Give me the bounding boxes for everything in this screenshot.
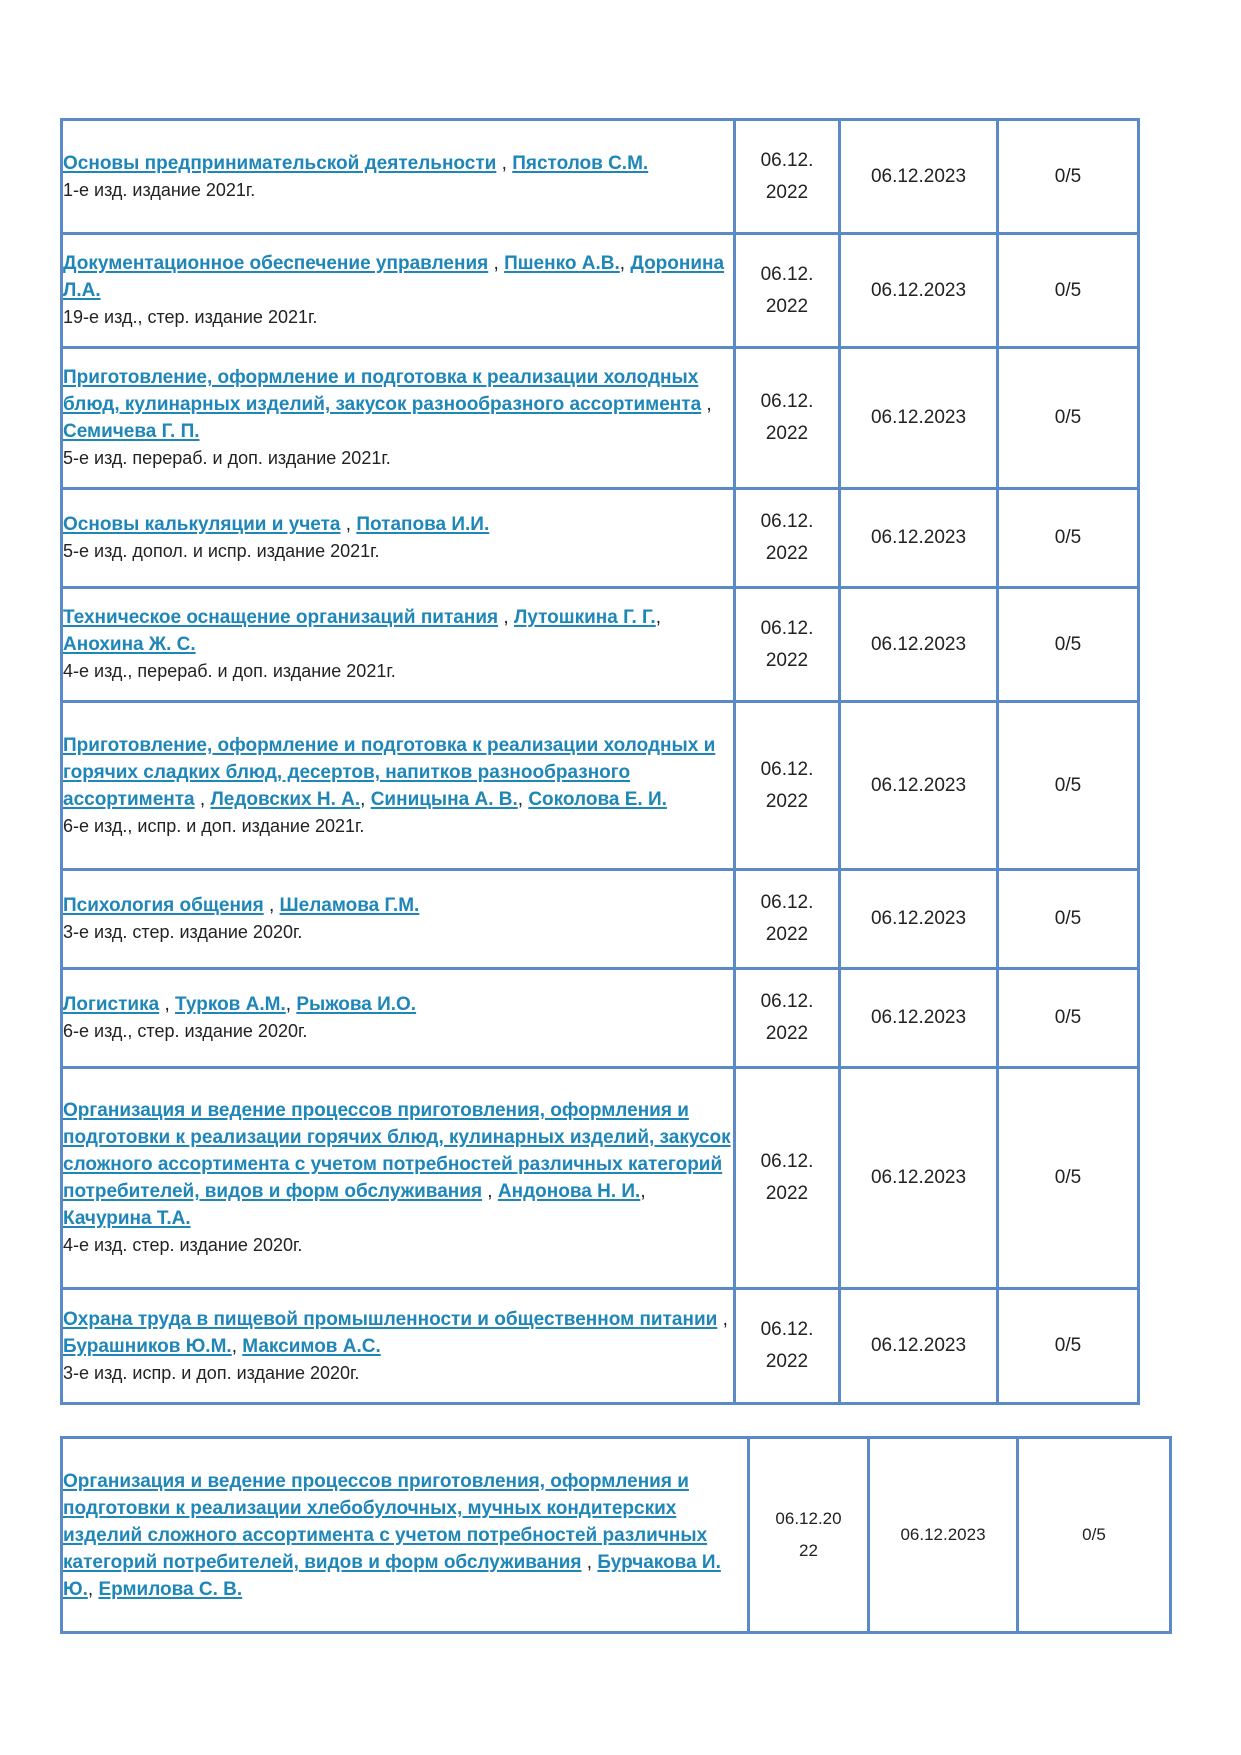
table-row [62, 1068, 1139, 1289]
availability-count-cell: 0/5 [998, 234, 1139, 348]
issue-date-part: 06.12. [760, 991, 814, 1012]
table-row [62, 348, 1139, 489]
issue-date-part: 2022 [765, 790, 809, 812]
book-title-link[interactable]: Организация и ведение процессов приготовления, оформления и подготовки к реализации горячих блюд, кулинарных изделий, закусок сложного ассортимента с учетом потребностей различных категорий потребителей, видов и форм обслуживания [63, 1100, 731, 1202]
table-row [62, 120, 1139, 234]
table-row [62, 588, 1139, 702]
book-info-cell: Основы предпринимательской деятельности , Пястолов С.М. 1-е изд. издание 2021г. [62, 120, 735, 234]
edition-text: 3-е изд. испр. и доп. издание 2020г. [63, 1362, 360, 1383]
availability-count-cell: 0/5 [998, 120, 1139, 234]
issue-date-part: 2022 [765, 1351, 809, 1372]
issue-date-cell [735, 969, 840, 1068]
book-title-link[interactable]: Приготовление, оформление и подготовка к реализации холодных блюд, кулинарных изделий, закусок разнообразного ассортимента [63, 367, 702, 415]
table-row [62, 1438, 1171, 1633]
issue-date-part: 2022 [765, 924, 809, 945]
edition-text: 5-е изд. перераб. и доп. издание 2021г. [63, 448, 391, 468]
issue-date-part: 22 [799, 1541, 818, 1560]
author-link[interactable]: Лутошкина Г. Г. [513, 607, 656, 628]
issue-date-part: 2022 [765, 543, 809, 564]
issue-date-cell [735, 1289, 840, 1404]
author-link[interactable]: Семичева Г. П. [63, 421, 200, 442]
table-row [62, 234, 1139, 348]
author-link[interactable]: Соколова Е. И. [528, 788, 667, 810]
books-table-continued-body [62, 1438, 1171, 1633]
author-link[interactable]: Ермилова С. В. [98, 1578, 243, 1600]
books-table [60, 118, 1140, 1405]
issue-date-part: 06.12. [760, 391, 814, 412]
author-link[interactable]: Синицына А. В. [370, 788, 518, 810]
books-table-continued [60, 1436, 1172, 1634]
books-table-body [62, 120, 1139, 1404]
book-title-link[interactable]: Документационное обеспечение управления [63, 253, 489, 274]
issue-date-cell [735, 234, 840, 348]
end-date-cell: 06.12.2023 [840, 702, 998, 870]
author-link[interactable]: Доронина Л.А. [63, 253, 725, 301]
issue-date-cell [735, 348, 840, 489]
end-date-cell: 06.12.2023 [840, 870, 998, 969]
edition-text: 5-е изд. допол. и испр. издание 2021г. [63, 541, 380, 561]
issue-date-cell [735, 1068, 840, 1289]
issue-date-cell [735, 120, 840, 234]
issue-date-part: 2022 [765, 295, 809, 317]
issue-date-part: 2022 [765, 1023, 809, 1044]
edition-text: 19-е изд., стер. издание 2021г. [63, 307, 318, 327]
availability-count-cell: 0/5 [998, 870, 1139, 969]
end-date-cell: 06.12.2023 [840, 1289, 998, 1404]
edition-text: 1-е изд. издание 2021г. [63, 179, 256, 200]
author-link[interactable]: Бурашников Ю.М. [63, 1335, 232, 1357]
book-title-link[interactable]: Логистика [63, 994, 160, 1015]
edition-text: 4-е изд., перераб. и доп. издание 2021г. [63, 661, 396, 681]
availability-count-cell: 0/5 [998, 1289, 1139, 1404]
availability-count-cell: 0/5 [998, 702, 1139, 870]
availability-count-cell: 0/5 [998, 588, 1139, 702]
availability-count-cell: 0/5 [998, 348, 1139, 489]
author-link[interactable]: Пшенко А.В. [504, 253, 620, 274]
issue-date-part: 06.12. [760, 758, 814, 780]
author-link[interactable]: Максимов А.С. [242, 1335, 381, 1357]
author-link[interactable]: Потапова И.И. [356, 514, 490, 535]
book-info-cell: Приготовление, оформление и подготовка к реализации холодных и горячих сладких блюд, десертов, напитков разнообразного ассортимента , Ледовских Н. А., Синицына А. В., Соколова Е. И. 6-е изд., испр. и доп. издание 2021г. [62, 702, 735, 870]
book-info-cell: Техническое оснащение организаций питания , Лутошкина Г. Г., Анохина Ж. С. 4-е изд., перераб. и доп. издание 2021г. [62, 588, 735, 702]
book-title-link[interactable]: Организация и ведение процессов приготовления, оформления и подготовки к реализации хлебобулочных, мучных кондитерских изделий сложного ассортимента с учетом потребностей различных категорий потребителей, видов и форм обслуживания [63, 1470, 708, 1573]
issue-date-part: 06.12. [760, 617, 814, 639]
issue-date-part: 06.12. [760, 1319, 814, 1340]
issue-date-part: 06.12. [760, 511, 814, 532]
book-info-cell: Охрана труда в пищевой промышленности и общественном питании , Бурашников Ю.М., Максимов А.С. 3-е изд. испр. и доп. издание 2020г. [62, 1289, 735, 1404]
availability-count-cell: 0/5 [1018, 1438, 1171, 1633]
author-link[interactable]: Ледовских Н. А. [210, 788, 361, 810]
author-link[interactable]: Анохина Ж. С. [63, 634, 196, 655]
edition-text: 3-е изд. стер. издание 2020г. [63, 922, 303, 942]
edition-text: 6-е изд., испр. и доп. издание 2021г. [63, 815, 365, 836]
author-link[interactable]: Пястолов С.М. [512, 152, 649, 174]
availability-count-cell: 0/5 [998, 489, 1139, 588]
end-date-cell: 06.12.2023 [840, 489, 998, 588]
availability-count-cell: 0/5 [998, 969, 1139, 1068]
book-info-cell: Приготовление, оформление и подготовка к реализации холодных блюд, кулинарных изделий, закусок разнообразного ассортимента , Семичева Г. П. 5-е изд. перераб. и доп. издание 2021г. [62, 348, 735, 489]
book-title-link[interactable]: Психология общения [63, 895, 264, 916]
end-date-cell: 06.12.2023 [840, 348, 998, 489]
issue-date-part: 2022 [765, 181, 809, 203]
issue-date-part: 06.12. [760, 149, 814, 171]
end-date-cell: 06.12.2023 [840, 234, 998, 348]
book-info-cell: Документационное обеспечение управления , Пшенко А.В., Доронина Л.А. 19-е изд., стер. издание 2021г. [62, 234, 735, 348]
issue-date-cell [735, 702, 840, 870]
book-title-link[interactable]: Основы предпринимательской деятельности [63, 152, 497, 174]
author-link[interactable]: Рыжова И.О. [296, 994, 417, 1015]
author-link[interactable]: Шеламова Г.М. [279, 895, 420, 916]
end-date-cell: 06.12.2023 [869, 1438, 1018, 1633]
end-date-cell: 06.12.2023 [840, 588, 998, 702]
book-info-cell: Психология общения , Шеламова Г.М. 3-е изд. стер. издание 2020г. [62, 870, 735, 969]
edition-text: 4-е изд. стер. издание 2020г. [63, 1235, 303, 1255]
book-info-cell: Организация и ведение процессов приготовления, оформления и подготовки к реализации хлебобулочных, мучных кондитерских изделий сложного ассортимента с учетом потребностей различных категорий потребителей, видов и форм обслуживания , Бурчакова И. Ю., Ермилова С. В. [62, 1438, 749, 1633]
issue-date-cell [749, 1438, 869, 1633]
table-row [62, 489, 1139, 588]
book-title-link[interactable]: Основы калькуляции и учета [63, 514, 341, 535]
author-link[interactable]: Бурчакова И. Ю. [63, 1551, 721, 1600]
book-title-link[interactable]: Приготовление, оформление и подготовка к реализации холодных и горячих сладких блюд, десертов, напитков разнообразного ассортимента [63, 734, 716, 810]
issue-date-part: 06.12.20 [775, 1509, 842, 1528]
table-row [62, 870, 1139, 969]
issue-date-cell [735, 489, 840, 588]
issue-date-part: 2022 [765, 1183, 809, 1204]
table-row [62, 702, 1139, 870]
table-row [62, 1289, 1139, 1404]
end-date-cell: 06.12.2023 [840, 120, 998, 234]
issue-date-part: 06.12. [760, 892, 814, 913]
book-info-cell: Основы калькуляции и учета , Потапова И.И. 5-е изд. допол. и испр. издание 2021г. [62, 489, 735, 588]
issue-date-part: 2022 [765, 649, 809, 671]
edition-text: 6-е изд., стер. издание 2020г. [63, 1021, 308, 1041]
issue-date-part: 06.12. [760, 1151, 814, 1172]
table-row [62, 969, 1139, 1068]
issue-date-cell [735, 588, 840, 702]
book-info-cell: Логистика , Турков А.М., Рыжова И.О. 6-е изд., стер. издание 2020г. [62, 969, 735, 1068]
issue-date-part: 06.12. [760, 263, 814, 285]
author-link[interactable]: Турков А.М. [175, 994, 286, 1015]
author-link[interactable]: Качурина Т.А. [63, 1208, 191, 1229]
book-title-link[interactable]: Охрана труда в пищевой промышленности и общественном питании [63, 1308, 718, 1330]
issue-date-cell [735, 870, 840, 969]
author-link[interactable]: Андонова Н. И. [497, 1181, 641, 1202]
book-info-cell: Организация и ведение процессов приготовления, оформления и подготовки к реализации горячих блюд, кулинарных изделий, закусок сложного ассортимента с учетом потребностей различных категорий потребителей, видов и форм обслуживания , Андонова Н. И., Качурина Т.А. 4-е изд. стер. издание 2020г. [62, 1068, 735, 1289]
availability-count-cell: 0/5 [998, 1068, 1139, 1289]
end-date-cell: 06.12.2023 [840, 969, 998, 1068]
book-title-link[interactable]: Техническое оснащение организаций питания [63, 607, 499, 628]
end-date-cell: 06.12.2023 [840, 1068, 998, 1289]
issue-date-part: 2022 [765, 423, 809, 444]
